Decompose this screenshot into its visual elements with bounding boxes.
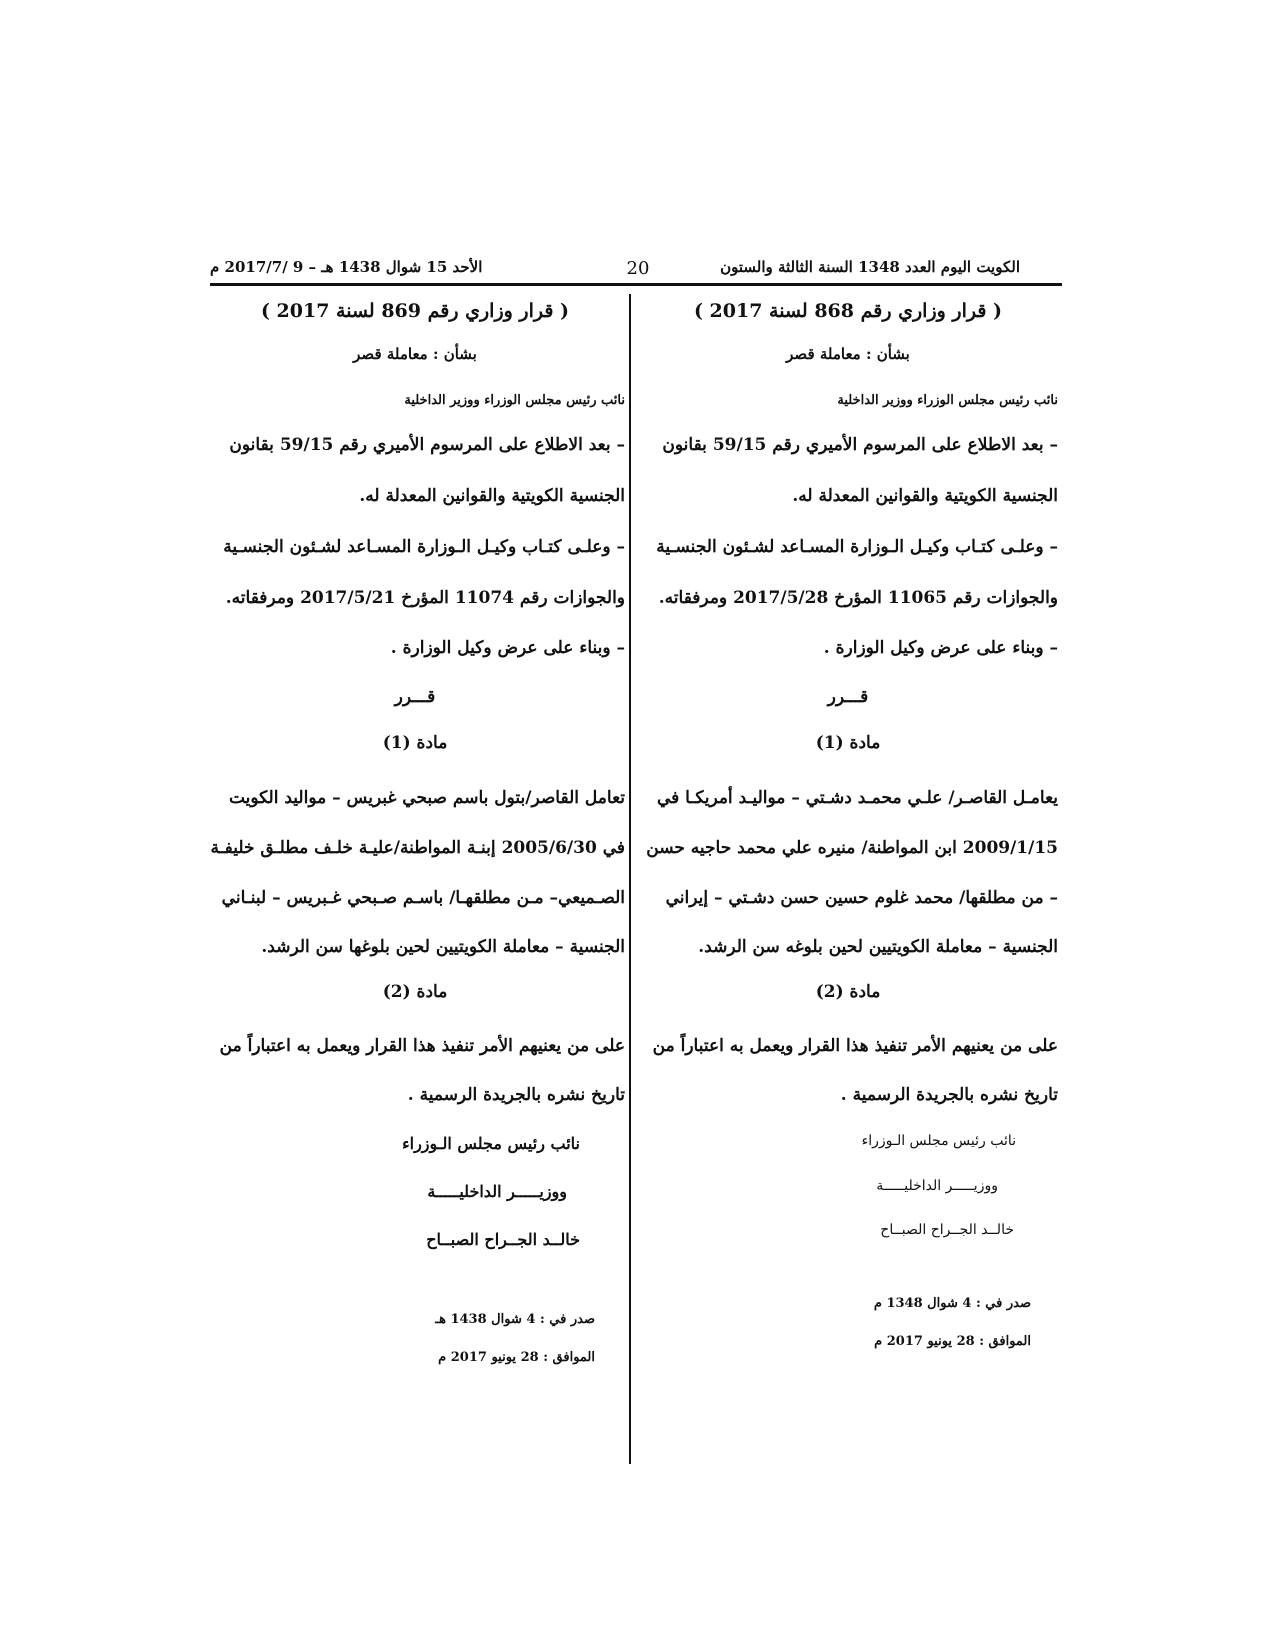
issued-date: صدر في : 4 شوال 1438 هـ bbox=[435, 1312, 595, 1327]
decree-title: ( قرار وزاري رقم 868 لسنة 2017 ) bbox=[693, 300, 1003, 322]
decree-subject: بشأن : معاملة قصر bbox=[786, 345, 910, 363]
preamble-line: الجنسية الكويتية والقوانين المعدلة له. bbox=[792, 486, 1058, 506]
preamble-line: – بعد الاطلاع على المرسوم الأميري رقم 59/15 بقانون bbox=[662, 435, 1058, 455]
signatory-ministry: ووزيـــــر الداخليـــــة bbox=[427, 1182, 567, 1201]
preamble-line: – بعد الاطلاع على المرسوم الأميري رقم 59/15 بقانون bbox=[229, 435, 625, 455]
signatory-title: نائب رئيس مجلس الـوزراء bbox=[402, 1134, 580, 1153]
preamble-line: – وبناء على عرض وكيل الوزارة . bbox=[390, 638, 625, 658]
article-2-heading: مادة (2) bbox=[815, 982, 881, 1002]
article-2-line: تاريخ نشره بالجريدة الرسمية . bbox=[407, 1085, 625, 1105]
article-1-line: – من مطلقها/ محمد غلوم حسين حسن دشـتي – إيراني bbox=[665, 888, 1058, 908]
article-2-heading: مادة (2) bbox=[382, 982, 448, 1002]
decree-issuer: نائب رئيس مجلس الوزراء ووزير الداخلية bbox=[404, 393, 625, 408]
signatory-name: خالــد الجــراح الصبــاح bbox=[426, 1230, 580, 1249]
page-number: 20 bbox=[626, 258, 650, 279]
decided-heading: قـــرر bbox=[827, 687, 869, 707]
article-1-heading: مادة (1) bbox=[382, 733, 448, 753]
article-1-line: الصـميعي– مـن مطلقهـا/ باسـم صـبحي غـبريس – لبنـاني bbox=[221, 888, 625, 908]
preamble-line: والجوازات رقم 11065 المؤرخ 2017/5/28 ومرفقاته. bbox=[658, 588, 1058, 608]
decree-subject: بشأن : معاملة قصر bbox=[353, 345, 477, 363]
preamble-line: – وبناء على عرض وكيل الوزارة . bbox=[823, 638, 1058, 658]
article-1-heading: مادة (1) bbox=[815, 733, 881, 753]
article-1-line: الجنسية – معاملة الكويتيين لحين بلوغه سن الرشد. bbox=[698, 937, 1058, 957]
article-2-line: تاريخ نشره بالجريدة الرسمية . bbox=[840, 1085, 1058, 1105]
decree-title: ( قرار وزاري رقم 869 لسنة 2017 ) bbox=[260, 300, 570, 322]
article-1-line: تعامل القاصر/بتول باسم صبحي غبريس – مواليد الكويت bbox=[228, 788, 625, 808]
decree-issuer: نائب رئيس مجلس الوزراء ووزير الداخلية bbox=[837, 393, 1058, 408]
article-1-line: يعامـل القاصـر/ علـي محمـد دشـتي – مواليـد أمريكـا في bbox=[656, 788, 1058, 808]
preamble-line: – وعلـى كتـاب وكيـل الـوزارة المسـاعد لشـئون الجنسـية bbox=[656, 537, 1058, 557]
signatory-ministry: ووزيـــــر الداخليـــــة bbox=[876, 1178, 998, 1194]
preamble-line: الجنسية الكويتية والقوانين المعدلة له. bbox=[359, 486, 625, 506]
signatory-title: نائب رئيس مجلس الـوزراء bbox=[861, 1133, 1016, 1149]
header-rule bbox=[210, 283, 1062, 286]
decided-heading: قـــرر bbox=[394, 687, 436, 707]
preamble-line: – وعلـى كتـاب وكيـل الـوزارة المسـاعد لشـئون الجنسـية bbox=[223, 537, 625, 557]
issued-date: صدر في : 4 شوال 1348 م bbox=[873, 1296, 1031, 1311]
article-2-line: على من يعنيهم الأمر تنفيذ هذا القرار ويعمل به اعتباراً من bbox=[652, 1036, 1058, 1056]
preamble-line: والجوازات رقم 11074 المؤرخ 2017/5/21 ومرفقاته. bbox=[225, 588, 625, 608]
header-issue-info: الكويت اليوم العدد 1348 السنة الثالثة والستون bbox=[720, 258, 1020, 276]
corresponding-date: الموافق : 28 يونيو 2017 م bbox=[438, 1350, 595, 1365]
article-2-line: على من يعنيهم الأمر تنفيذ هذا القرار ويعمل به اعتباراً من bbox=[219, 1036, 625, 1056]
corresponding-date: الموافق : 28 يونيو 2017 م bbox=[874, 1334, 1031, 1349]
header-date: الأحد 15 شوال 1438 هـ – 9 /2017/7 م bbox=[210, 258, 483, 276]
signatory-name: خالــد الجــراح الصبــاح bbox=[880, 1222, 1014, 1238]
article-1-line: في 2005/6/30 إبنـة المواطنة/عليـة خلـف مطلـق خليفـة bbox=[210, 838, 625, 858]
column-divider bbox=[629, 294, 631, 1464]
article-1-line: الجنسية – معاملة الكويتيين لحين بلوغها سن الرشد. bbox=[261, 937, 625, 957]
article-1-line: 2009/1/15 ابن المواطنة/ منيره علي محمد حاجيه حسن bbox=[646, 838, 1058, 858]
